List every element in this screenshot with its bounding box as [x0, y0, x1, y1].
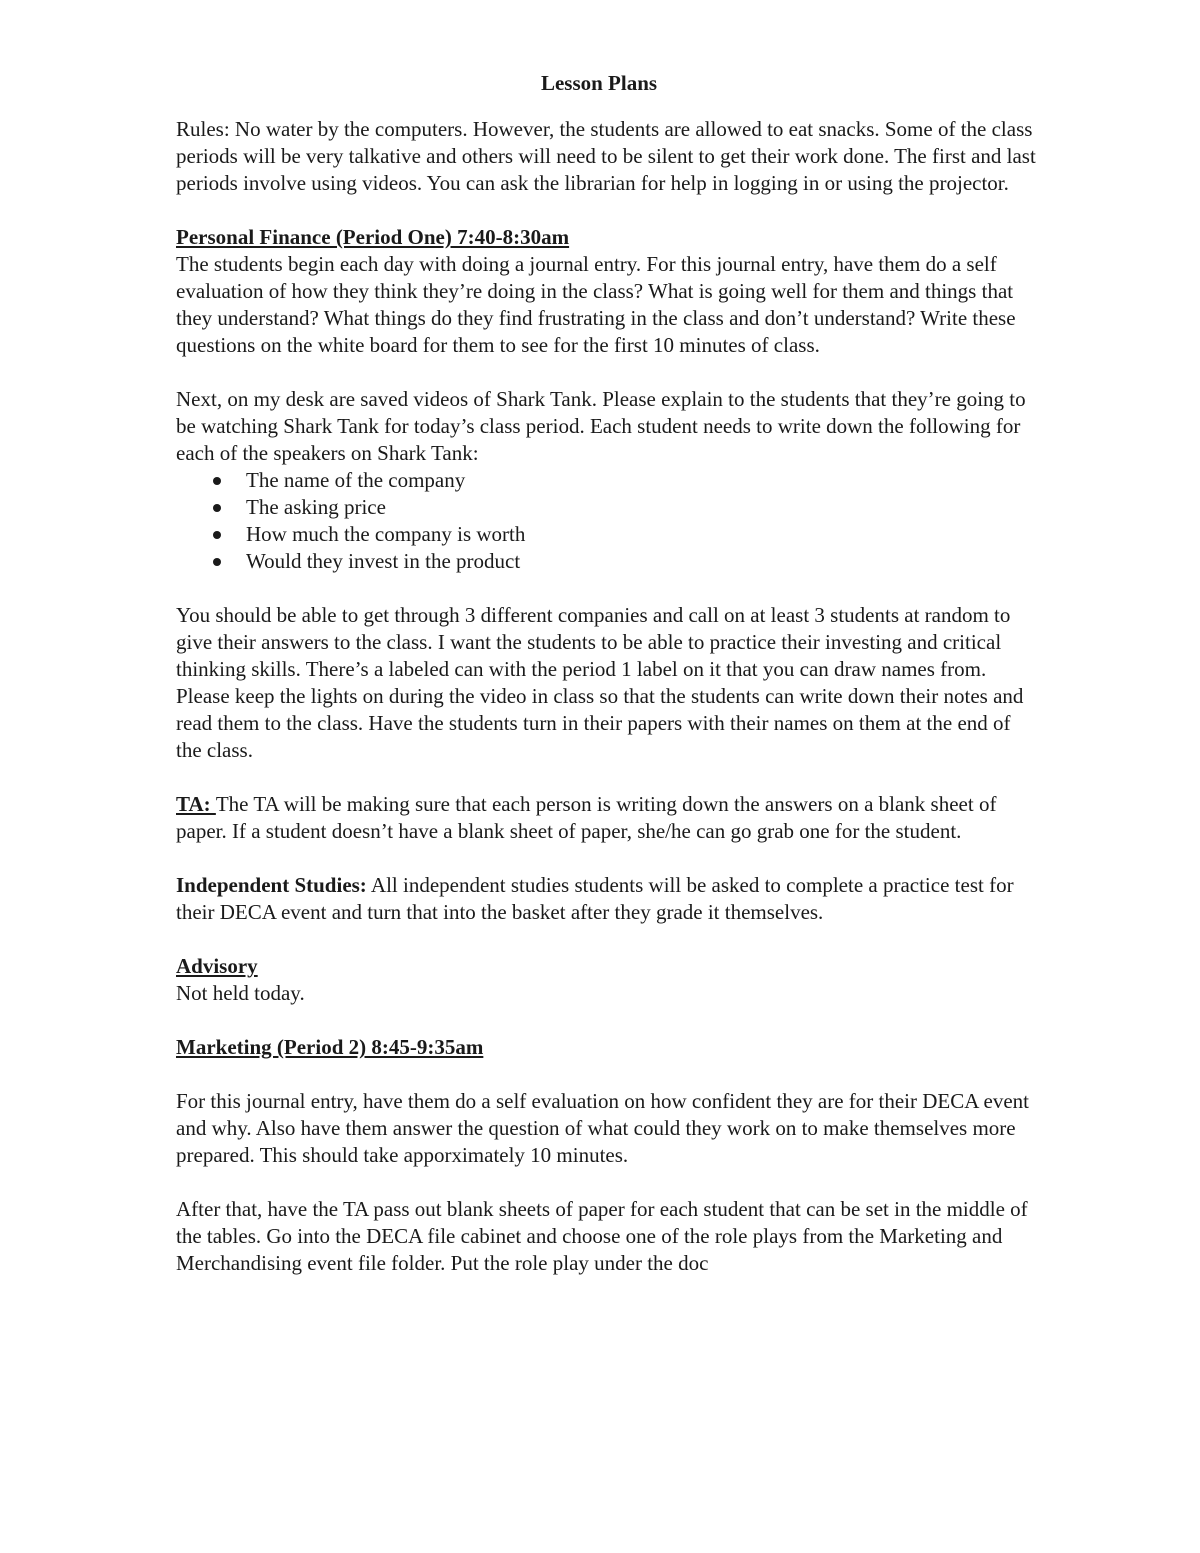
independent-text: All independent studies students will be asked to complete a practice test for their DECA event and turn that into the basket after they grade it themselves.: [176, 873, 1014, 924]
list-item: The name of the company: [246, 467, 1036, 494]
ta-label: TA:: [176, 792, 216, 816]
advisory-heading: Advisory: [176, 954, 258, 978]
period1-bullet-list: [176, 467, 1036, 575]
spacer: [176, 1169, 1036, 1196]
spacer: [176, 359, 1036, 386]
page-title: Lesson Plans: [540, 71, 658, 95]
period2-heading: Marketing (Period 2) 8:45-9:35am: [176, 1035, 484, 1059]
spacer: [176, 1061, 1036, 1088]
ta-paragraph: [176, 791, 1036, 845]
list-item: How much the company is worth: [246, 521, 1036, 548]
period2-paragraph-1: For this journal entry, have them do a self evaluation on how confident they are for their DECA event and why. Also have them answer the question of what could they work on to make themselves more prepared. This should take apporximately 10 minutes.: [176, 1089, 1029, 1167]
spacer: [176, 764, 1036, 791]
period1-paragraph-1: The students begin each day with doing a journal entry. For this journal entry, have them do a self evaluation of how they think they’re doing in the class? What is going well for them and things that they understand? What things do they find frustrating in the class and don’t understand? Write these questions on the white board for them to see for the first 10 minutes of class.: [176, 252, 1016, 357]
spacer: [176, 197, 1036, 224]
spacer: [176, 926, 1036, 953]
period1-paragraph-3: You should be able to get through 3 different companies and call on at least 3 students at random to give their answers to the class. I want the students to be able to practice their investing and critical thinking skills. There’s a labeled can with the period 1 label on it that you can draw names from. Please keep the lights on during the video in class so that the students can write down their notes and read them to the class. Have the students turn in their papers with their names on them at the end of the class.: [176, 603, 1024, 762]
rules-paragraph: Rules: No water by the computers. However, the students are allowed to eat snacks. Some of the class periods will be very talkative and others will need to be silent to get their work done. The first and last periods involve using videos. You can ask the librarian for help in logging in or using the projector.: [176, 117, 1036, 195]
list-item: Would they invest in the product: [246, 548, 1036, 575]
advisory-text: Not held today.: [176, 981, 305, 1005]
ta-text: The TA will be making sure that each person is writing down the answers on a blank sheet of paper. If a student doesn’t have a blank sheet of paper, she/he can go grab one for the student.: [176, 792, 997, 843]
independent-paragraph: [176, 872, 1036, 926]
list-item: The asking price: [246, 494, 1036, 521]
independent-label: Independent Studies:: [176, 873, 367, 897]
document-page: [176, 70, 1036, 1277]
spacer: [176, 575, 1036, 602]
period1-paragraph-2: Next, on my desk are saved videos of Shark Tank. Please explain to the students that they’re going to be watching Shark Tank for today’s class period. Each student needs to write down the following for each of the speakers on Shark Tank:: [176, 387, 1026, 465]
spacer: [176, 1007, 1036, 1034]
spacer: [176, 845, 1036, 872]
period1-heading: Personal Finance (Period One) 7:40-8:30am: [176, 225, 570, 249]
period2-paragraph-2: After that, have the TA pass out blank sheets of paper for each student that can be set in the middle of the tables. Go into the DECA file cabinet and choose one of the role plays from the Marketing and Merchandising event file folder. Put the role play under the doc: [176, 1197, 1028, 1275]
